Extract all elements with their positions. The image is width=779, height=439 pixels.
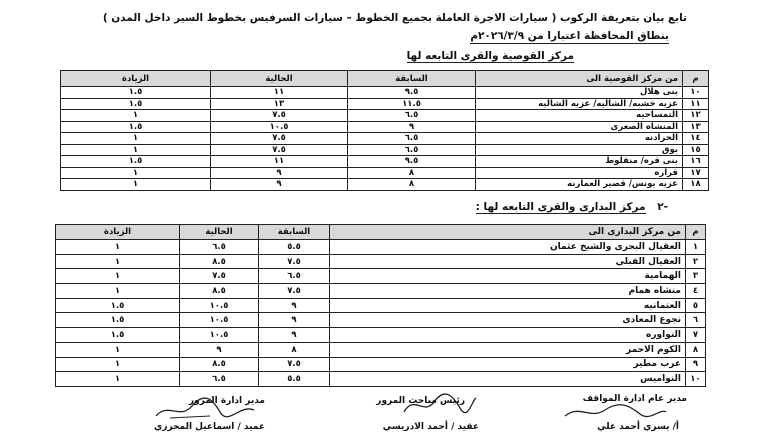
cell-current: ١٠.٥	[180, 313, 259, 328]
cell-increase: ١.٥	[56, 298, 180, 313]
col-header-route: من مركز القوصية الى	[476, 71, 683, 87]
signature-name-traffic-police: عقيد / أحمد الادريسي	[382, 422, 479, 432]
cell-increase: ١.٥	[61, 121, 211, 133]
cell-route: الكوم الاحمر	[330, 342, 686, 357]
cell-num: ١	[686, 240, 706, 255]
cell-num: ١٦	[683, 156, 709, 168]
cell-num: ٥	[686, 298, 706, 313]
table-row	[61, 144, 709, 156]
signature-scribble-parking	[560, 402, 670, 422]
cell-increase: ١	[56, 357, 180, 372]
col-header-previous: السابقة	[259, 225, 330, 240]
table-row	[56, 298, 706, 313]
section2-title-text: مركز البدارى والقرى التابعه لها :	[475, 201, 646, 213]
cell-increase: ١	[61, 144, 211, 156]
cell-route: عزبه يونس/ قصير العمارنه	[476, 179, 683, 191]
cell-current: ١٠.٥	[180, 328, 259, 343]
cell-route: عزبه خشبه/ الشاليه/ عزبه الشاليه	[476, 98, 683, 110]
cell-increase: ١.٥	[61, 98, 211, 110]
cell-num: ٦	[686, 313, 706, 328]
cell-route: الحرادنه	[476, 133, 683, 145]
cell-current: ٦.٥	[180, 372, 259, 387]
cell-current: ٩	[180, 342, 259, 357]
table-row	[61, 87, 709, 99]
section2-number: -٢	[657, 201, 668, 213]
col-header-increase: الزيادة	[61, 71, 211, 87]
cell-previous: ٩	[259, 328, 330, 343]
signature-title-traffic-police: رئيس مباحث المرور	[376, 396, 465, 406]
cell-num: ١٤	[683, 133, 709, 145]
table-row	[56, 328, 706, 343]
col-header-increase: الزيادة	[56, 225, 180, 240]
cell-current: ٩	[211, 167, 348, 179]
table-row	[56, 269, 706, 284]
cell-current: ٨.٥	[180, 284, 259, 299]
cell-route: العقيال القبلي	[330, 254, 686, 269]
signature-title-parking: مدير عام ادارة المواقف	[582, 394, 687, 404]
cell-previous: ٩.٥	[348, 87, 476, 99]
signature-name-parking: أ/ يسري أحمد علي	[597, 422, 679, 432]
cell-current: ٧.٥	[211, 144, 348, 156]
cell-num: ٨	[686, 342, 706, 357]
cell-current: ١١	[211, 156, 348, 168]
cell-previous: ٧.٥	[259, 284, 330, 299]
table-row	[61, 110, 709, 122]
cell-num: ٤	[686, 284, 706, 299]
cell-increase: ١	[56, 372, 180, 387]
signature-scribble-traffic-police	[400, 390, 480, 420]
table-header-row	[61, 71, 709, 87]
cell-current: ١٠.٥	[211, 121, 348, 133]
col-header-previous: السابقة	[348, 71, 476, 87]
cell-previous: ٦.٥	[348, 144, 476, 156]
cell-increase: ١	[56, 254, 180, 269]
section1-fare-table	[60, 70, 709, 191]
cell-current: ٨.٥	[180, 357, 259, 372]
cell-increase: ١	[61, 110, 211, 122]
cell-current: ٧.٥	[211, 110, 348, 122]
cell-current: ٧.٥	[180, 269, 259, 284]
cell-increase: ١	[61, 167, 211, 179]
col-header-current: الحالية	[211, 71, 348, 87]
cell-increase: ١	[61, 179, 211, 191]
table-row	[56, 313, 706, 328]
cell-previous: ٩	[259, 313, 330, 328]
cell-increase: ١	[56, 284, 180, 299]
table-row	[61, 121, 709, 133]
signature-title-traffic-dept: مدير ادارة المرور	[188, 396, 265, 406]
cell-increase: ١	[56, 240, 180, 255]
table-row	[61, 98, 709, 110]
table-row	[56, 254, 706, 269]
cell-increase: ١.٥	[61, 87, 211, 99]
col-header-num: م	[683, 71, 709, 87]
table-row	[56, 342, 706, 357]
cell-route: النواوره	[330, 328, 686, 343]
cell-num: ١١	[683, 98, 709, 110]
col-header-route: من مركز البدارى الى	[330, 225, 686, 240]
cell-current: ١١	[211, 87, 348, 99]
cell-route: الهمامية	[330, 269, 686, 284]
cell-route: منشاه همام	[330, 284, 686, 299]
col-header-current: الحالية	[180, 225, 259, 240]
cell-previous: ٦.٥	[348, 133, 476, 145]
cell-num: ١٥	[683, 144, 709, 156]
cell-route: التمساحيه	[476, 110, 683, 122]
col-header-num: م	[686, 225, 706, 240]
cell-num: ١٣	[683, 121, 709, 133]
table-row	[56, 372, 706, 387]
section1-title: مركز القوصية والقرى التابعه لها	[406, 50, 574, 62]
cell-increase: ١.٥	[61, 156, 211, 168]
cell-previous: ٩	[259, 298, 330, 313]
cell-num: ٢	[686, 254, 706, 269]
cell-num: ٧	[686, 328, 706, 343]
document-header-line1: تابع بيان بتعريفة الركوب ( سيارات الاجرة العاملة بجميع الخطوط – سيارات السرفيس بخطوط السير داخل المدن )	[102, 12, 687, 24]
cell-increase: ١.٥	[56, 328, 180, 343]
table-row	[56, 240, 706, 255]
cell-route: العقيال البحرى والشيخ عثمان	[330, 240, 686, 255]
cell-previous: ٨	[348, 179, 476, 191]
table-row	[61, 133, 709, 145]
table-row	[61, 167, 709, 179]
cell-route: النواميس	[330, 372, 686, 387]
cell-route: نجوع المعادى	[330, 313, 686, 328]
cell-previous: ٩.٥	[348, 156, 476, 168]
table-row	[56, 284, 706, 299]
cell-num: ١٨	[683, 179, 709, 191]
cell-route: قراره	[476, 167, 683, 179]
cell-num: ١٠	[686, 372, 706, 387]
table-row	[61, 156, 709, 168]
cell-num: ١٧	[683, 167, 709, 179]
cell-increase: ١	[56, 269, 180, 284]
cell-num: ٣	[686, 269, 706, 284]
cell-route: بنى قره/ منقلوط	[476, 156, 683, 168]
cell-route: العتمانيه	[330, 298, 686, 313]
cell-current: ٩	[211, 179, 348, 191]
cell-previous: ٥.٥	[259, 372, 330, 387]
cell-route: بنى هلال	[476, 87, 683, 99]
cell-route: بوق	[476, 144, 683, 156]
section2-title	[476, 201, 668, 213]
cell-route: عرب مطير	[330, 357, 686, 372]
cell-current: ٦.٥	[180, 240, 259, 255]
cell-increase: ١.٥	[56, 313, 180, 328]
cell-current: ١٠.٥	[180, 298, 259, 313]
cell-previous: ٨	[259, 342, 330, 357]
cell-num: ١٢	[683, 110, 709, 122]
document-header-line2: بنطاق المحافظة اعتبارا من ٢٠٢٦/٣/٩م	[470, 30, 669, 42]
cell-num: ١٠	[683, 87, 709, 99]
cell-num: ٩	[686, 357, 706, 372]
cell-previous: ١١.٥	[348, 98, 476, 110]
signature-scribble-traffic-dept	[150, 396, 260, 424]
section2-fare-table	[55, 224, 706, 387]
cell-previous: ٨	[348, 167, 476, 179]
cell-increase: ١	[56, 342, 180, 357]
cell-increase: ١	[61, 133, 211, 145]
cell-previous: ٧.٥	[259, 254, 330, 269]
cell-previous: ٧.٥	[259, 357, 330, 372]
cell-previous: ٩	[348, 121, 476, 133]
table-row	[61, 179, 709, 191]
cell-previous: ٦.٥	[259, 269, 330, 284]
cell-route: المنشاه الصغرى	[476, 121, 683, 133]
signature-name-traffic-dept: عميد / اسماعيل المحرزي	[154, 422, 265, 432]
cell-current: ٧.٥	[211, 133, 348, 145]
cell-previous: ٦.٥	[348, 110, 476, 122]
table-row	[56, 357, 706, 372]
table-header-row	[56, 225, 706, 240]
cell-previous: ٥.٥	[259, 240, 330, 255]
cell-current: ١٣	[211, 98, 348, 110]
cell-current: ٨.٥	[180, 254, 259, 269]
